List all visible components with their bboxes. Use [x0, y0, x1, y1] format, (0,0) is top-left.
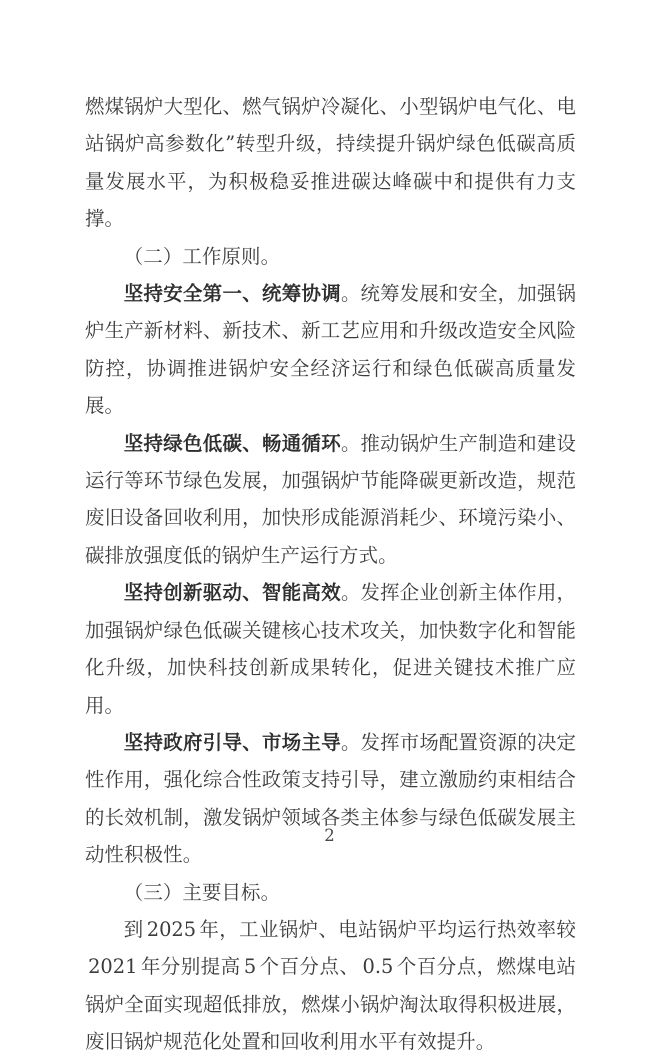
paragraph-main-targets — [85, 911, 576, 1061]
paragraph-continued-from-previous-page: 燃煤锅炉大型化、燃气锅炉冷凝化、小型锅炉电气化、电站锅炉高参数化”转型升级，持续提升锅炉绿色低碳高质量发展水平，为积极稳妥推进碳达峰碳中和提供有力支撑。 — [85, 95, 576, 231]
principle-safety-first-body: 。统筹发展和安全，加强锅炉生产新材料、新技术、新工艺应用和升级改造安全风险防控，协调推进锅炉安全经济运行和绿色低碳高质量发展。 — [85, 282, 576, 418]
principle-safety-first-lead: 坚持安全第一、统筹协调 — [123, 282, 341, 306]
heading-work-principles: （二）工作原则。 — [123, 244, 281, 268]
heading-main-targets: （三）主要目标。 — [123, 880, 281, 904]
numeric-value: 0.5 — [362, 955, 394, 979]
principle-innovation-driven-lead: 坚持创新驱动、智能高效 — [123, 581, 341, 605]
principle-green-low-carbon — [85, 425, 576, 575]
principle-government-market — [85, 724, 576, 874]
principle-green-low-carbon-body: 。推动锅炉生产制造和建设运行等环节绿色发展，加强锅炉节能降碳更新改造，规范废旧设备回收利用，加快形成能源消耗少、环境污染小、碳排放强度低的锅炉生产运行方式。 — [85, 431, 576, 567]
page-number: 2 — [324, 826, 335, 845]
principle-innovation-driven — [85, 574, 576, 724]
text-run: 到 — [123, 917, 144, 941]
text-run: 个百分点，燃煤电站锅炉全面实现超低排放，燃煤小锅炉淘汰取得积极进展，废旧锅炉规范化处置和回收利用水平有效提升。 — [85, 955, 577, 1054]
principle-green-low-carbon-lead: 坚持绿色低碳、畅通循环 — [123, 431, 341, 455]
numeric-value: 2021 — [88, 955, 138, 979]
principle-safety-first — [85, 275, 576, 425]
principle-government-market-body: 。发挥市场配置资源的决定性作用，强化综合性政策支持引导，建立激励约束相结合的长效机制，激发锅炉领域各类主体参与绿色低碳发展主动性积极性。 — [85, 730, 576, 867]
text-run: 年，工业锅炉、电站锅炉平均运行热效率较 — [199, 917, 576, 941]
text-run: 年分别提高 — [140, 955, 241, 979]
numeric-value: 2025 — [146, 917, 197, 941]
numeric-value: 5 — [243, 955, 257, 979]
principle-innovation-driven-body: 。发挥企业创新主体作用，加强锅炉绿色低碳关键核心技术攻关，加快数字化和智能化升级，加快科技创新成果转化，促进关键技术推广应用。 — [85, 581, 576, 717]
principle-government-market-lead: 坚持政府引导、市场主导 — [123, 730, 341, 754]
text-run: 个百分点、 — [259, 955, 360, 979]
document-body-column — [85, 88, 576, 1061]
